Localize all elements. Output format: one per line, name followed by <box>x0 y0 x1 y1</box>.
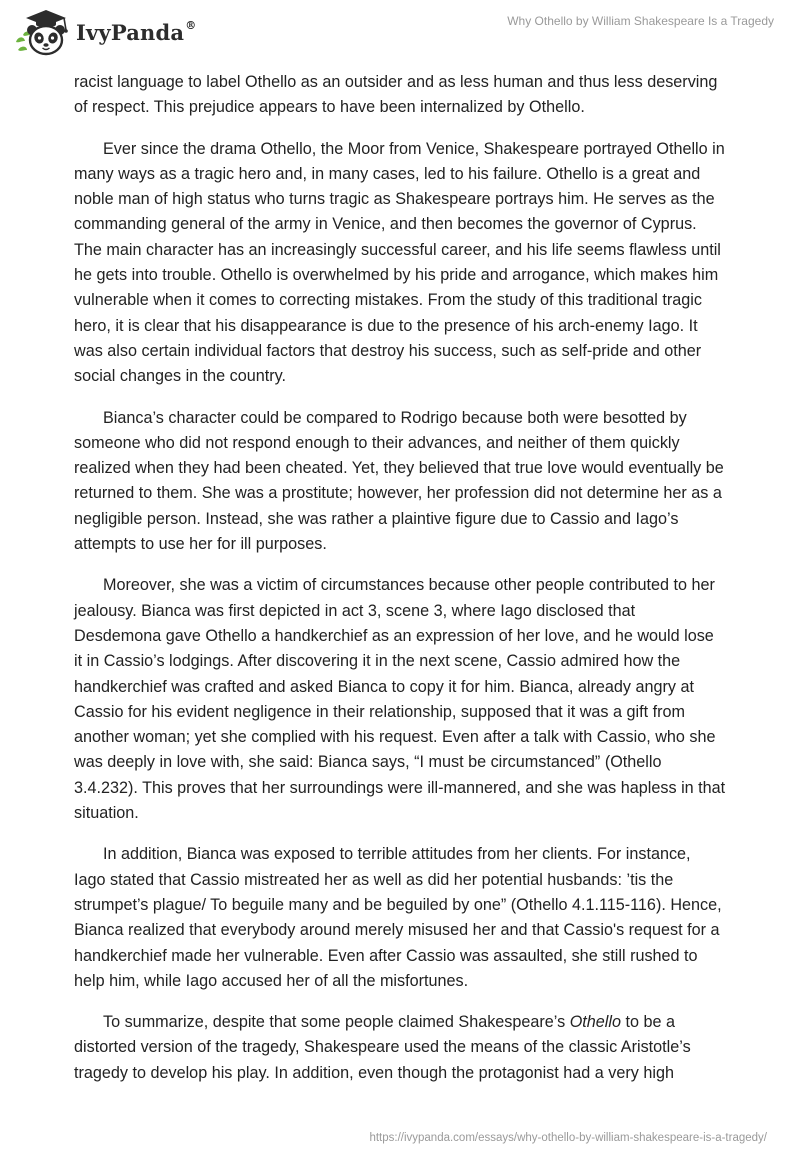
othello-title-italic: Othello <box>569 1013 621 1032</box>
paragraph-1: racist language to label Othello as an outsider and as less human and thus less deserving of respect. This prejudice appears to have been internalized by Othello. <box>74 73 718 117</box>
document-title: Why Othello by William Shakespeare Is a Tragedy <box>507 14 774 28</box>
essay-body <box>74 70 726 1102</box>
paragraph-6 <box>74 1010 726 1086</box>
paragraph-3: Bianca’s character could be compared to Rodrigo because both were besotted by someone who did not respond enough to their advances, and neither of them quickly realized when they had been cheated. Yet, they believed that true love would eventually be returned to them. She was a prostitute; however, her profession did not determine her as a negligible person. Instead, she was rather a plaintive figure due to Cassio and Iago’s attempts to use her for ill purposes. <box>74 408 724 554</box>
paragraph-6-start: To summarize, despite that some people claimed Shakespeare’s <box>103 1013 570 1032</box>
ivypanda-logo[interactable] <box>14 8 196 56</box>
paragraph-4: Moreover, she was a victim of circumstances because other people contributed to her jealousy. Bianca was first depicted in act 3, scene 3, where Iago disclosed that Desdemona gave Othello a handkerchief as an expression of her love, and he would lose it in Cassio’s lodgings. After discovering it in the next scene, Cassio admired how the handkerchief was crafted and asked Bianca to copy it for him. Bianca, already angry at Cassio for his evident negligence in their relationship, supposed that it was a gift from another woman; yet she complied with his request. Even after a talk with Cassio, who she was deeply in love with, she said: Bianca says, “I must be circumstanced” (Othello 3.4.232). This proves that her surroundings were ill-mannered, and she was hapless in that situation. <box>74 576 726 823</box>
paragraph-5: In addition, Bianca was exposed to terrible attitudes from her clients. For instance, Iago stated that Cassio mistreated her as well as did her potential husbands: ’tis the strumpet’s plague/ To beguile many and be beguiled by one” (Othello 4.1.115-116). Hence, Bianca realized that everybody around merely misused her and that Cassio's request for a handkerchief made her vulnerable. Even after Cassio was assaulted, she still rushed to help him, while Iago accused her of all the misfortunes. <box>74 845 722 990</box>
brand-text: IvyPanda <box>76 19 185 45</box>
paragraph-2: Ever since the drama Othello, the Moor from Venice, Shakespeare portrayed Othello in many ways as a tragic hero and, in many cases, led to his failure. Othello is a great and noble man of high status who turns tragic as Shakespeare portrays him. He serves as the commanding general of the army in Venice, and then becomes the governor of Cyprus. The main character has an increasingly successful career, and his life seems flawless until he gets into trouble. Othello is overwhelmed by his pride and arrogance, which makes him vulnerable when it comes to correcting mistakes. From the study of this traditional tragic hero, it is clear that his disappearance is due to the presence of his arch-enemy Iago. It was also certain individual factors that destroy his success, such as self-pride and other social changes in the country. <box>74 139 725 386</box>
paragraph-6-rest: to be a distorted version of the tragedy, Shakespeare used the means of the classic Aristotle’s tragedy to develop his play. In addition, even though the protagonist had a very high <box>74 1013 691 1082</box>
registered-mark: ® <box>185 18 197 32</box>
panda-graduate-icon <box>14 8 72 56</box>
source-url[interactable]: https://ivypanda.com/essays/why-othello-by-william-shakespeare-is-a-tragedy/ <box>369 1132 767 1144</box>
brand-name <box>76 18 197 45</box>
page-header <box>0 0 800 70</box>
